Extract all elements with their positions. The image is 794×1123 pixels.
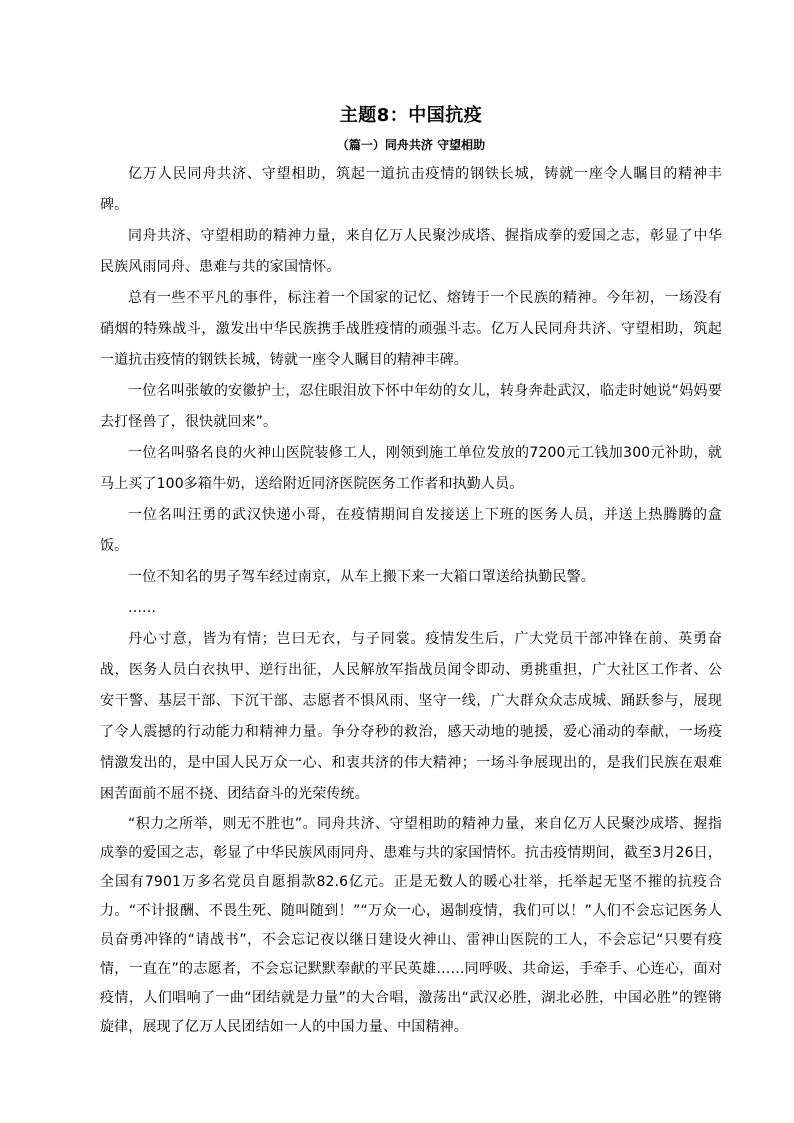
paragraph-2: 同舟共济、守望相助的精神力量，来自亿万人民聚沙成塔、握指成拳的爱国之志，彰显了中华民族风雨同舟、患难与共的家国情怀。 xyxy=(100,228,722,275)
paragraph-7: 一位不知名的男子驾车经过南京，从车上搬下来一大箱口罩送给执勤民警。 xyxy=(128,569,595,585)
page-title: 主题8：中国抗疫 xyxy=(339,105,483,126)
ellipsis-line: …… xyxy=(128,600,156,616)
paragraph-4: 一位名叫张敏的安徽护士，忍住眼泪放下怀中年幼的女儿，转身奔赴武汉，临走时她说“妈妈要去打怪兽了，很快就回来”。 xyxy=(100,383,722,430)
paragraph-3: 总有一些不平凡的事件，标注着一个国家的记忆、熔铸于一个民族的精神。今年初，一场没有硝烟的特殊战斗，激发出中华民族携手战胜疫情的顽强斗志。亿万人民同舟共济、守望相助，筑起一道抗击疫情的钢铁长城，铸就一座令人瞩目的精神丰碑。 xyxy=(100,290,722,368)
paragraph-8: 丹心寸意，皆为有情；岂曰无衣，与子同裳。疫情发生后，广大党员干部冲锋在前、英勇奋战，医务人员白衣执甲、逆行出征，人民解放军指战员闻令即动、勇挑重担，广大社区工作者、公安干警、基层干部、下沉干部、志愿者不惧风雨、坚守一线，广大群众众志成城、踊跃参与，展现了令人震撼的行动能力和精神力量。争分夺秒的救治，感天动地的驰援，爱心涌动的奉献，一场疫情激发出的，是中国人民万众一心、和衷共济的伟大精神；一场斗争展现出的，是我们民族在艰难困苦面前不屈不挠、团结奋斗的光荣传统。 xyxy=(100,631,722,802)
paragraph-1: 亿万人民同舟共济、守望相助，筑起一道抗击疫情的钢铁长城，铸就一座令人瞩目的精神丰碑。 xyxy=(100,166,722,213)
document-body xyxy=(100,103,722,1042)
paragraph-5: 一位名叫骆名良的火神山医院装修工人，刚领到施工单位发放的7200元工钱加300元补助，就马上买了100多箱牛奶，送给附近同济医院医务工作者和执勤人员。 xyxy=(100,445,722,492)
section-subtitle: （篇一）同舟共济 守望相助 xyxy=(336,138,486,152)
paragraph-9: “积力之所举，则无不胜也”。同舟共济、守望相助的精神力量，来自亿万人民聚沙成塔、握指成拳的爱国之志，彰显了中华民族风雨同舟、患难与共的家国情怀。抗击疫情期间，截至3月26日，全国有7901万多名党员自愿捐款82.6亿元。正是无数人的暖心壮举，托举起无坚不摧的抗疫合力。“不计报酬、不畏生死、随叫随到！”“万众一心，遏制疫情，我们可以！”人们不会忘记医务人员奋勇冲锋的“请战书”，不会忘记夜以继日建设火神山、雷神山医院的工人，不会忘记“只要有疫情，一直在”的志愿者，不会忘记默默奉献的平民英雄……同呼吸、共命运，手牵手、心连心，面对疫情，人们唱响了一曲“团结就是力量”的大合唱，激荡出“武汉必胜，湖北必胜，中国必胜”的铿锵旋律，展现了亿万人民团结如一人的中国力量、中国精神。 xyxy=(100,816,722,1035)
paragraph-6: 一位名叫汪勇的武汉快递小哥，在疫情期间自发接送上下班的医务人员，并送上热腾腾的盒饭。 xyxy=(100,507,722,554)
